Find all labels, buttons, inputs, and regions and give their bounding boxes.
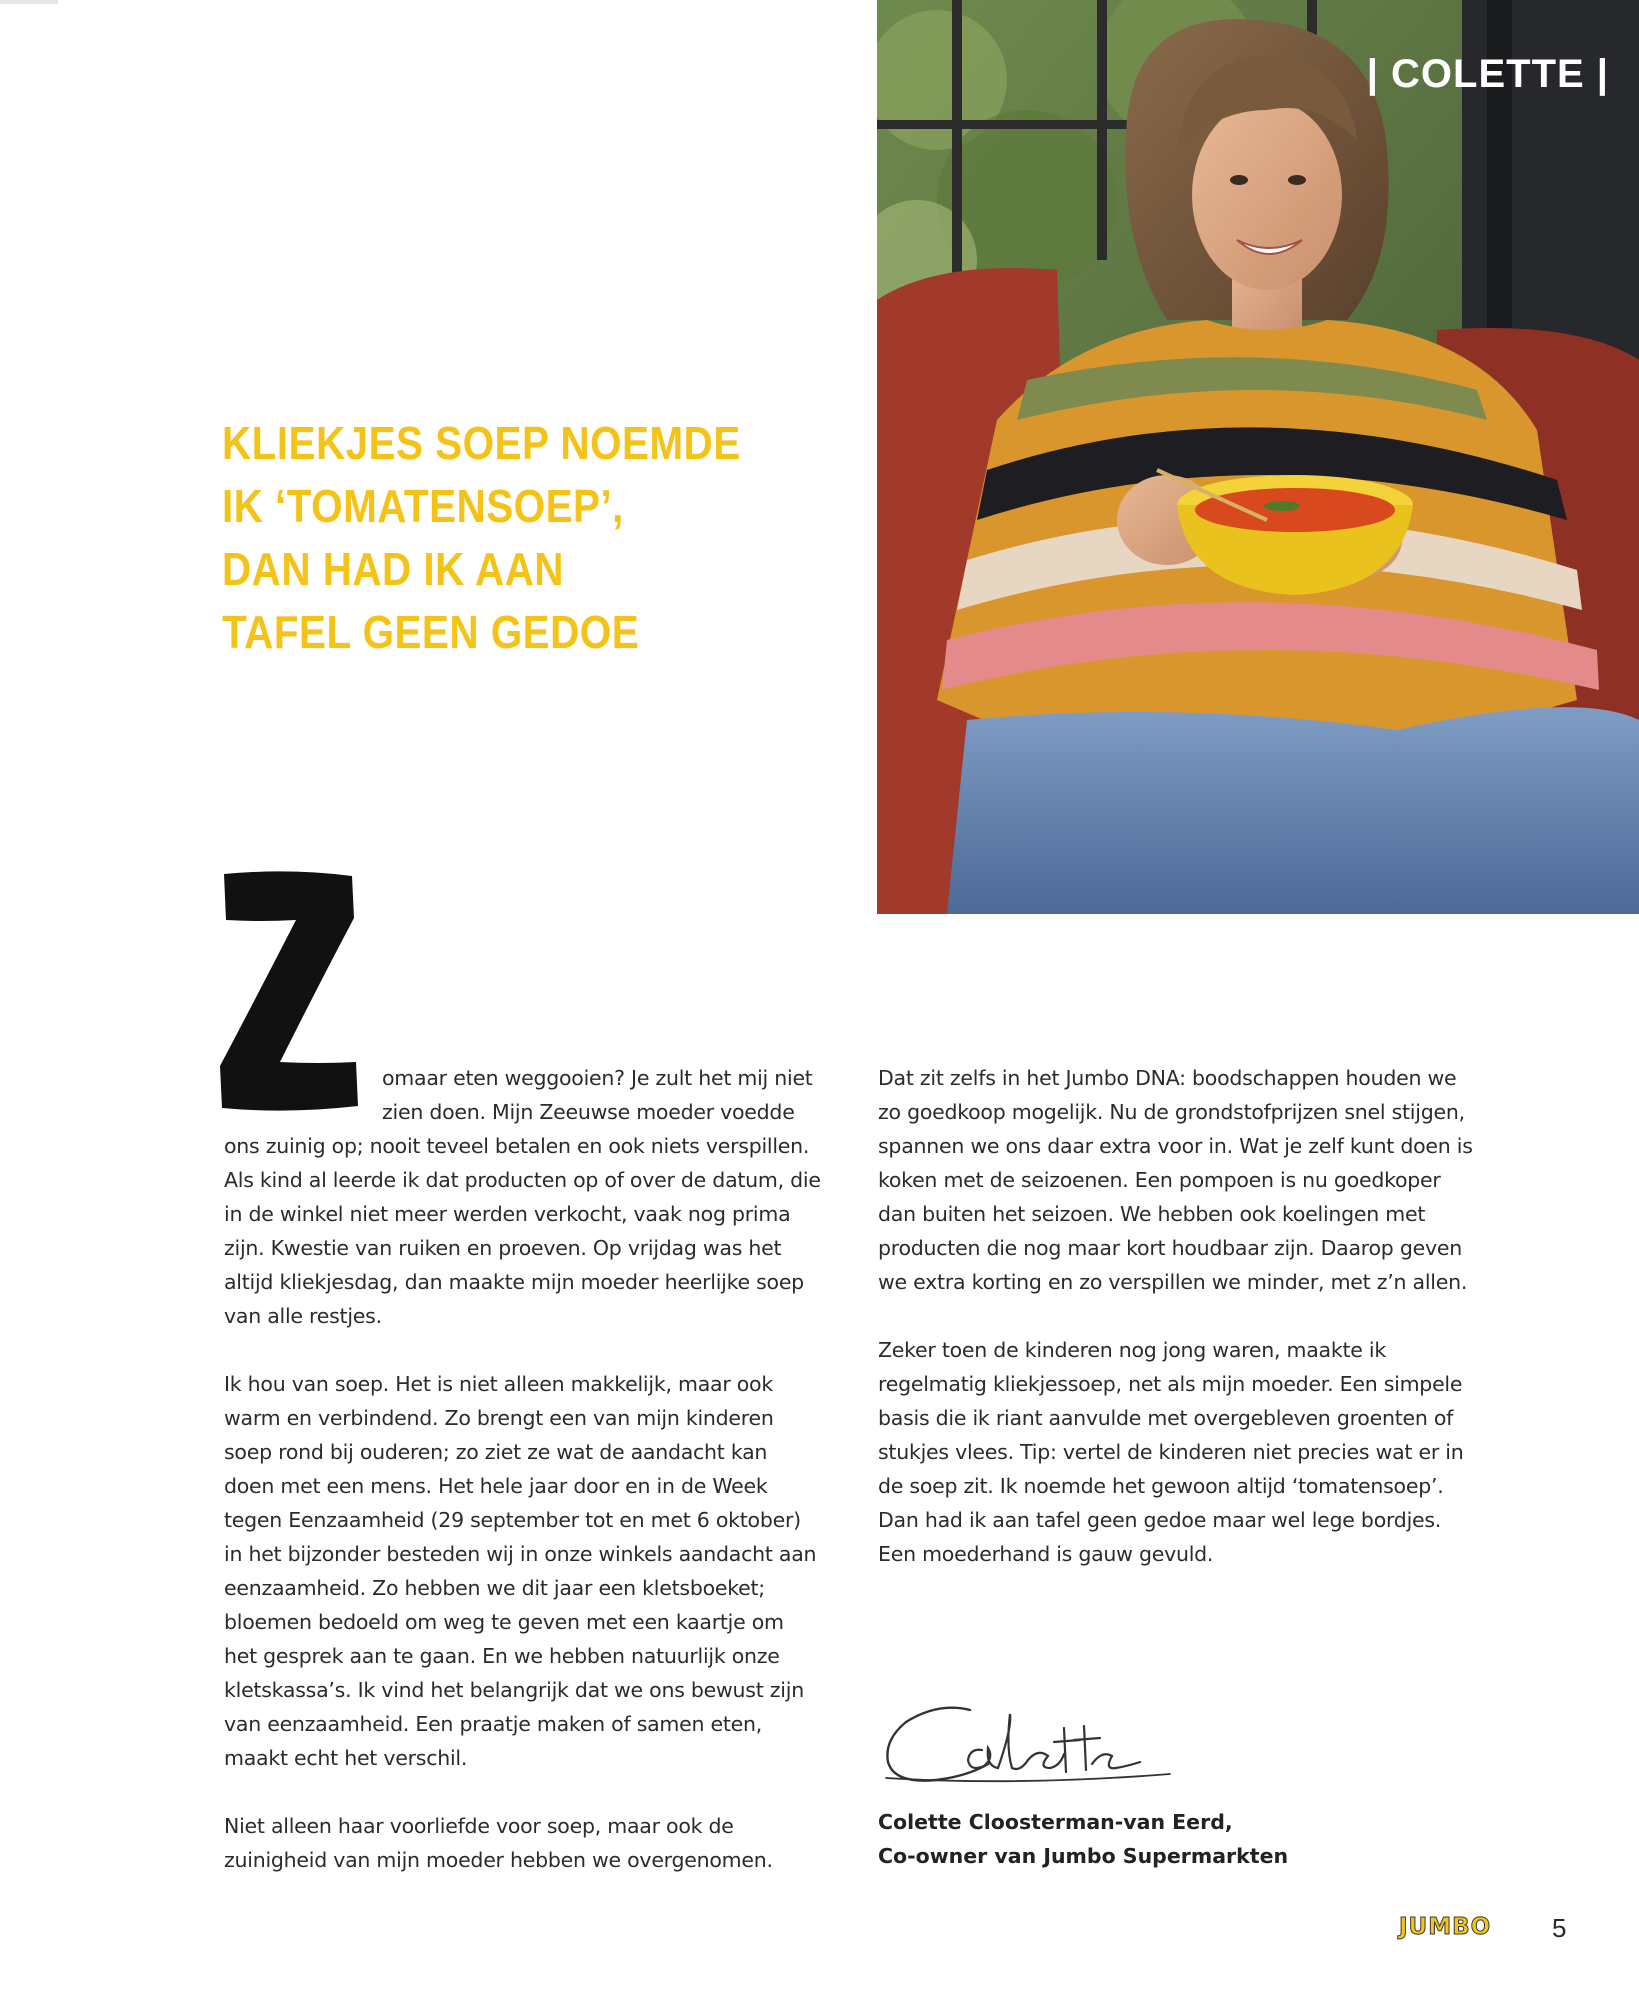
text-line: doen met een mens. Het hele jaar door en in de Week (224, 1474, 768, 1498)
section-tag: | COLETTE | (1366, 52, 1609, 96)
pull-quote-line: KLIEKJES SOEP NOEMDE (222, 417, 741, 469)
text-line: zien doen. Mijn Zeeuwse moeder voedde (382, 1100, 795, 1124)
text-line: van alle restjes. (224, 1304, 382, 1328)
text-line: maakt echt het verschil. (224, 1746, 468, 1770)
handwritten-signature (878, 1688, 1198, 1798)
article-column-right (878, 1061, 1518, 1571)
pull-quote-line: DAN HAD IK AAN (222, 543, 564, 595)
text-line: kletskassa’s. Ik vind het belangrijk dat we ons bewust zijn (224, 1678, 804, 1702)
signature-role: Co-owner van Jumbo Supermarkten (878, 1844, 1289, 1868)
text-line: producten die nog maar kort houdbaar zijn. Daarop geven (878, 1236, 1462, 1260)
text-line: we extra korting en zo verspillen we minder, met z’n allen. (878, 1270, 1468, 1294)
pull-quote-line: IK ‘TOMATENSOEP’, (222, 480, 624, 532)
text-line: Ik hou van soep. Het is niet alleen makkelijk, maar ook (224, 1372, 773, 1396)
text-line: stukjes vlees. Tip: vertel de kinderen niet precies wat er in (878, 1440, 1464, 1464)
text-line: zuinigheid van mijn moeder hebben we overgenomen. (224, 1848, 773, 1872)
jumbo-logo: JUMBO (1399, 1914, 1492, 1940)
text-line: tegen Eenzaamheid (29 september tot en met 6 oktober) (224, 1508, 801, 1532)
portrait-photo (877, 0, 1639, 914)
portrait-illustration (877, 0, 1639, 914)
text-line: basis die ik riant aanvulde met overgebleven groenten of (878, 1406, 1454, 1430)
text-line: ons zuinig op; nooit teveel betalen en ook niets verspillen. (224, 1134, 810, 1158)
text-line: regelmatig kliekjessoep, net als mijn moeder. Een simpele (878, 1372, 1463, 1396)
text-line: dan buiten het seizoen. We hebben ook koelingen met (878, 1202, 1426, 1226)
text-line: zijn. Kwestie van ruiken en proeven. Op vrijdag was het (224, 1236, 782, 1260)
text-line: Zeker toen de kinderen nog jong waren, maakte ik (878, 1338, 1386, 1362)
text-line: warm en verbindend. Zo brengt een van mijn kinderen (224, 1406, 774, 1430)
article-paragraph (878, 1061, 1518, 1299)
text-line: in de winkel niet meer werden verkocht, vaak nog prima (224, 1202, 791, 1226)
pull-quote (222, 412, 741, 664)
text-line: Een moederhand is gauw gevuld. (878, 1542, 1214, 1566)
pull-quote-line: TAFEL GEEN GEDOE (222, 606, 640, 658)
text-line: eenzaamheid. Zo hebben we dit jaar een kletsboeket; (224, 1576, 765, 1600)
article-paragraph (224, 1809, 844, 1877)
page-number: 5 (1552, 1913, 1567, 1943)
text-line: spannen we ons daar extra voor in. Wat je zelf kunt doen is (878, 1134, 1473, 1158)
text-line: van eenzaamheid. Een praatje maken of samen eten, (224, 1712, 763, 1736)
article-paragraph (224, 1367, 844, 1775)
text-line: zo goedkoop mogelijk. Nu de grondstofprijzen snel stijgen, (878, 1100, 1465, 1124)
text-line: Dan had ik aan tafel geen gedoe maar wel lege bordjes. (878, 1508, 1442, 1532)
text-line: de soep zit. Ik noemde het gewoon altijd ‘tomatensoep’. (878, 1474, 1444, 1498)
corner-mark (0, 0, 58, 4)
text-line: in het bijzonder besteden wij in onze winkels aandacht aan (224, 1542, 817, 1566)
article-column-left (224, 1061, 844, 1877)
text-line: koken met de seizoenen. Een pompoen is nu goedkoper (878, 1168, 1441, 1192)
text-line: Als kind al leerde ik dat producten op of over de datum, die (224, 1168, 821, 1192)
text-line: altijd kliekjesdag, dan maakte mijn moeder heerlijke soep (224, 1270, 804, 1294)
text-line: Niet alleen haar voorliefde voor soep, maar ook de (224, 1814, 734, 1838)
signature-block (878, 1805, 1288, 1873)
text-line: soep rond bij ouderen; zo ziet ze wat de aandacht kan (224, 1440, 768, 1464)
text-line: Dat zit zelfs in het Jumbo DNA: boodschappen houden we (878, 1066, 1457, 1090)
signature-name: Colette Cloosterman-van Eerd, (878, 1810, 1233, 1834)
text-line: omaar eten weggooien? Je zult het mij niet (382, 1066, 813, 1090)
article-paragraph (224, 1061, 844, 1333)
text-line: bloemen bedoeld om weg te geven met een kaartje om (224, 1610, 784, 1634)
article-paragraph (878, 1333, 1518, 1571)
text-line: het gesprek aan te gaan. En we hebben natuurlijk onze (224, 1644, 780, 1668)
